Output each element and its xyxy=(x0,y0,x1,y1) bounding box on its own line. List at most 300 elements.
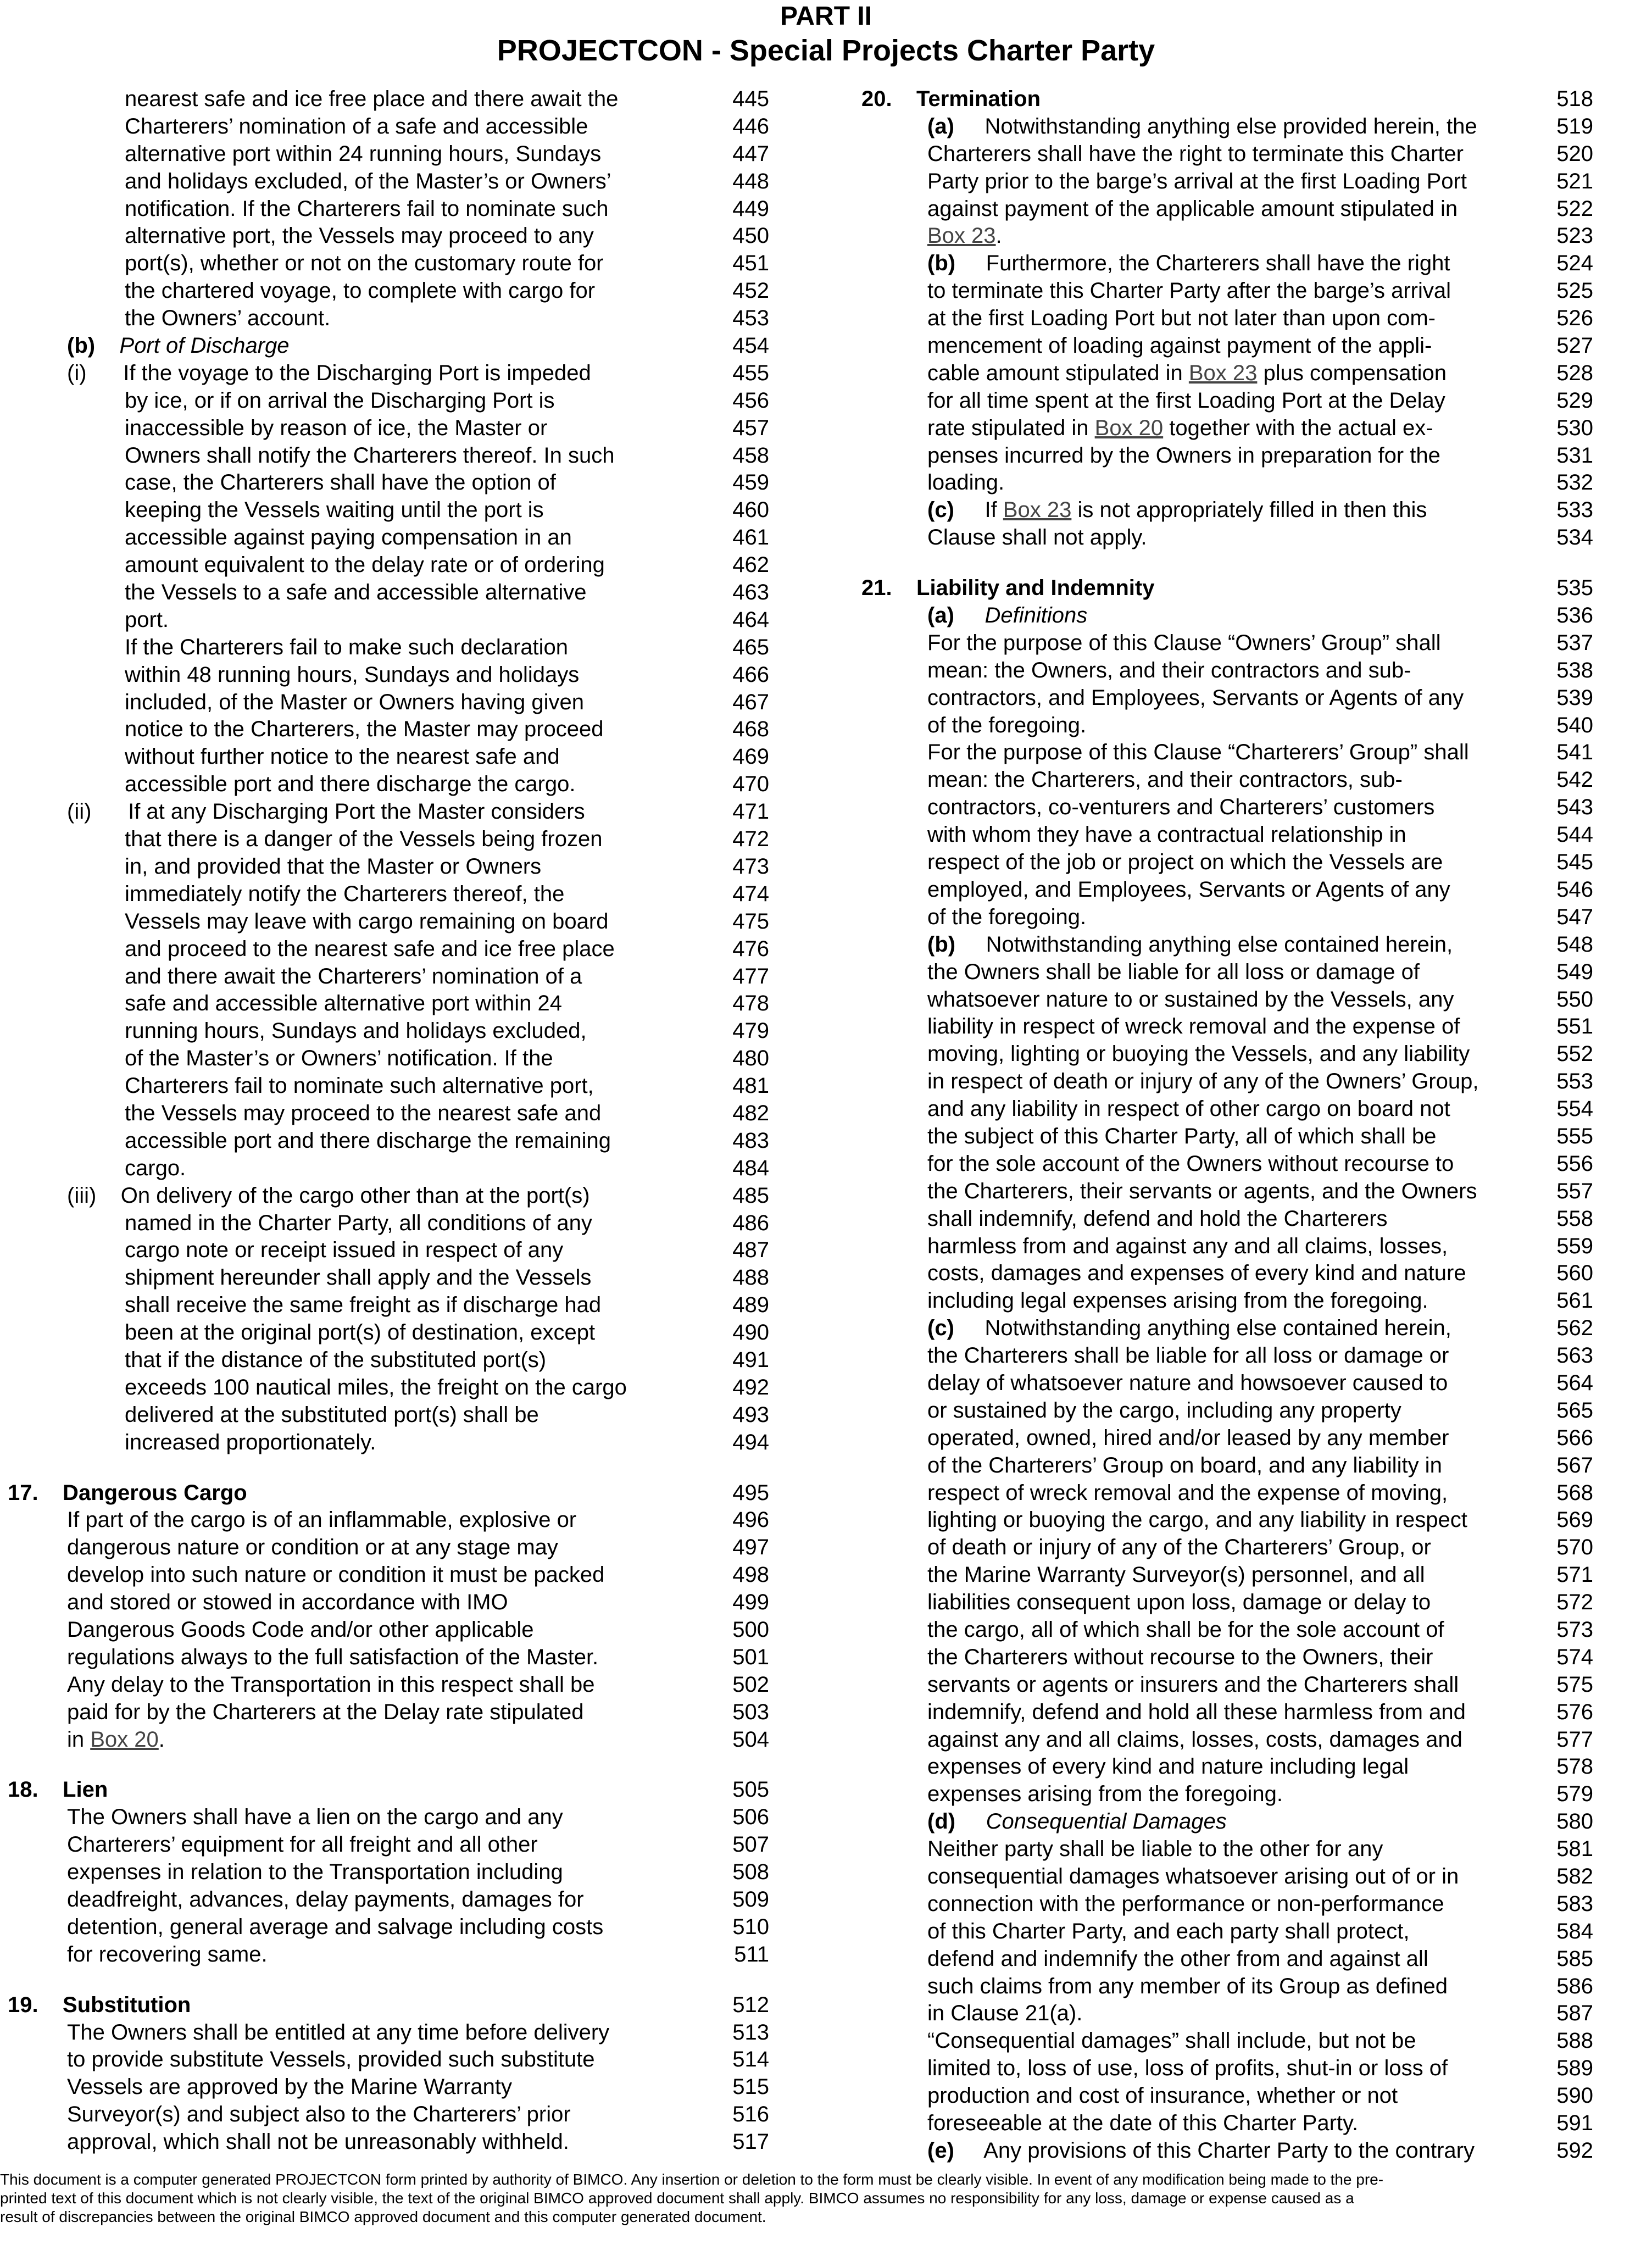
box-reference-link[interactable]: Box 23 xyxy=(1188,360,1258,385)
bold-text: (b) xyxy=(927,251,956,276)
line-number: 555 xyxy=(1556,1124,1593,1148)
text-run: Notwithstanding anything else provided herein, the xyxy=(954,114,1477,138)
line-number: 556 xyxy=(1556,1151,1593,1176)
document-title: PROJECTCON - Special Projects Charter Party xyxy=(497,34,1155,67)
line-text xyxy=(125,1429,376,1457)
text-run: of the Charterers’ Group on board, and any liability in xyxy=(927,1453,1442,1477)
text-line xyxy=(852,986,1593,1014)
text-line xyxy=(0,113,769,141)
line-text xyxy=(125,442,615,470)
line-number: 584 xyxy=(1556,1919,1593,1943)
line-text xyxy=(861,575,1154,602)
line-number: 496 xyxy=(732,1508,769,1532)
line-text xyxy=(125,1073,594,1100)
text-run: the Marine Warranty Surveyor(s) personnel, and all xyxy=(927,1563,1425,1587)
text-line xyxy=(0,1374,769,1402)
line-number: 457 xyxy=(732,415,769,440)
text-run: shall indemnify, defend and hold the Charterers xyxy=(927,1206,1388,1231)
text-line xyxy=(852,113,1593,141)
text-run: the chartered voyage, to complete with cargo for xyxy=(125,279,596,303)
text-run: the Vessels may proceed to the nearest safe and xyxy=(125,1101,602,1125)
line-text xyxy=(927,1863,1459,1891)
line-number: 465 xyxy=(732,635,769,659)
line-text xyxy=(927,931,1453,959)
text-run: contractors, co-venturers and Charterers’ customers xyxy=(927,795,1435,820)
text-line xyxy=(0,743,769,771)
box-reference-link[interactable]: Box 23 xyxy=(1003,498,1072,523)
text-run: against any and all claims, losses, costs, damages and xyxy=(927,1727,1462,1752)
line-text xyxy=(927,2055,1448,2082)
text-run: foreseeable at the date of this Charter Party. xyxy=(927,2111,1359,2136)
line-text xyxy=(67,1914,603,1941)
text-run: safe and accessible alternative port within 24 xyxy=(125,991,563,1016)
text-run: Charterers’ equipment for all freight and all other xyxy=(67,1832,538,1857)
text-line xyxy=(0,1507,769,1534)
clause-spacer xyxy=(0,1753,769,1776)
text-run: rate stipulated in xyxy=(927,415,1095,440)
line-text xyxy=(927,821,1406,849)
line-text xyxy=(67,2129,569,2156)
line-text xyxy=(125,552,605,579)
text-line xyxy=(852,1699,1593,1726)
text-run: indemnify, defend and hold all these harmless from and xyxy=(927,1699,1466,1724)
text-run: of this Charter Party, and each party shall protect, xyxy=(927,1919,1410,1943)
line-text xyxy=(125,881,564,908)
bold-text: (b) xyxy=(927,932,956,957)
line-number: 570 xyxy=(1556,1535,1593,1560)
text-run: Furthermore, the Charterers shall have the right xyxy=(955,251,1450,276)
line-number: 563 xyxy=(1556,1343,1593,1368)
line-number: 487 xyxy=(732,1238,769,1263)
text-line xyxy=(852,250,1593,277)
text-line xyxy=(0,250,769,277)
line-text xyxy=(927,602,1087,630)
line-number: 497 xyxy=(732,1535,769,1560)
line-text xyxy=(927,1287,1428,1315)
line-text xyxy=(927,1973,1448,2001)
footer-line: This document is a computer generated PROJECTCON form printed by authority of BIMCO. Any insertion or deletion to the form must be clearly visible. In event of any modification being made to the pre- xyxy=(0,2171,1384,2188)
text-run: Notwithstanding anything else contained herein, xyxy=(955,932,1453,957)
line-text xyxy=(927,1753,1409,1781)
text-line xyxy=(852,1096,1593,1123)
text-run: Vessels may leave with cargo remaining on board xyxy=(125,909,609,934)
line-number: 489 xyxy=(732,1293,769,1318)
line-number: 463 xyxy=(732,580,769,605)
text-line xyxy=(852,1233,1593,1260)
right-column xyxy=(852,86,1593,2165)
line-text xyxy=(927,1123,1436,1151)
text-run: the Charterers shall be liable for all loss or damage or xyxy=(927,1343,1449,1368)
line-number: 486 xyxy=(732,1210,769,1235)
line-number: 491 xyxy=(732,1347,769,1372)
line-text xyxy=(927,739,1469,766)
line-number: 501 xyxy=(732,1645,769,1669)
line-text xyxy=(125,113,588,141)
text-line xyxy=(852,1946,1593,1973)
line-text xyxy=(927,1315,1451,1342)
text-line xyxy=(0,936,769,963)
line-text xyxy=(927,2000,1082,2027)
line-text xyxy=(125,936,615,963)
line-text xyxy=(125,1210,592,1237)
line-number: 502 xyxy=(732,1672,769,1697)
line-text xyxy=(125,908,608,936)
line-text xyxy=(125,1347,546,1374)
text-run: immediately notify the Charterers thereof, the xyxy=(125,881,565,906)
text-run: limited to, loss of use, loss of profits, shut-in or loss of xyxy=(927,2056,1448,2081)
text-run: detention, general average and salvage including costs xyxy=(67,1914,604,1939)
text-line xyxy=(852,277,1593,305)
text-run xyxy=(954,603,985,627)
line-number: 571 xyxy=(1556,1563,1593,1587)
line-text xyxy=(927,1836,1383,1863)
text-run: The Owners shall have a lien on the cargo and any xyxy=(67,1805,563,1830)
line-number: 468 xyxy=(732,717,769,742)
line-text xyxy=(927,415,1433,442)
line-number: 485 xyxy=(732,1183,769,1208)
text-run: costs, damages and expenses of every kind and nature xyxy=(927,1261,1466,1286)
text-line xyxy=(852,1342,1593,1370)
italic-text: Consequential Damages xyxy=(986,1809,1227,1834)
line-number: 448 xyxy=(732,169,769,193)
line-number: 567 xyxy=(1556,1453,1593,1477)
text-line xyxy=(0,360,769,387)
line-number: 554 xyxy=(1556,1097,1593,1121)
text-line xyxy=(0,1210,769,1237)
line-number: 494 xyxy=(732,1430,769,1454)
line-text xyxy=(67,332,290,360)
line-text xyxy=(67,1886,584,1914)
text-line xyxy=(0,716,769,743)
text-run: plus compensation xyxy=(1257,360,1447,385)
text-line xyxy=(852,1644,1593,1671)
line-number: 575 xyxy=(1556,1672,1593,1697)
text-run: named in the Charter Party, all conditions of any xyxy=(125,1210,592,1235)
text-run: increased proportionately. xyxy=(125,1430,376,1454)
text-run: deadfreight, advances, delay payments, damages for xyxy=(67,1887,584,1912)
line-text xyxy=(927,1013,1460,1041)
line-number: 533 xyxy=(1556,498,1593,523)
line-number: 566 xyxy=(1556,1425,1593,1450)
line-text xyxy=(67,1507,576,1534)
line-number: 524 xyxy=(1556,251,1593,276)
line-number: 590 xyxy=(1556,2084,1593,2108)
text-line xyxy=(852,876,1593,904)
line-text xyxy=(927,1178,1477,1205)
text-line xyxy=(0,1699,769,1726)
line-text xyxy=(927,277,1451,305)
line-text xyxy=(927,1781,1283,1808)
text-line xyxy=(0,1127,769,1155)
text-run: port. xyxy=(125,607,169,632)
line-text xyxy=(927,2137,1475,2165)
line-text xyxy=(67,360,591,387)
text-run: Neither party shall be liable to the other for any xyxy=(927,1837,1383,1862)
line-text xyxy=(125,1155,186,1182)
text-run: Charterers shall have the right to terminate this Charter xyxy=(927,141,1464,166)
text-run: the Owners’ account. xyxy=(125,306,331,331)
line-number: 495 xyxy=(732,1480,769,1505)
text-run: notification. If the Charterers fail to nominate such xyxy=(125,196,609,221)
line-number: 478 xyxy=(732,991,769,1016)
text-run: delivered at the substituted port(s) shall be xyxy=(125,1402,539,1427)
line-number: 456 xyxy=(732,388,769,413)
text-line xyxy=(852,1534,1593,1562)
line-text xyxy=(927,685,1464,712)
text-line xyxy=(0,1534,769,1562)
bold-text: 19. Substitution xyxy=(8,1992,191,2017)
text-run: Charterers’ nomination of a safe and accessible xyxy=(125,114,588,138)
line-text xyxy=(927,168,1467,196)
line-number: 490 xyxy=(732,1320,769,1345)
line-text xyxy=(927,1726,1462,1754)
text-run: For the purpose of this Clause “Owners’ Group” shall xyxy=(927,630,1441,655)
box-reference-link[interactable]: Box 20 xyxy=(90,1727,159,1752)
text-line xyxy=(852,1123,1593,1151)
line-number: 447 xyxy=(732,141,769,166)
line-text xyxy=(8,1480,247,1507)
text-line xyxy=(0,1402,769,1429)
bold-text: (e) xyxy=(927,2138,954,2163)
text-line xyxy=(0,332,769,360)
text-line xyxy=(852,360,1593,387)
line-text xyxy=(927,1562,1425,1589)
text-line xyxy=(852,1753,1593,1781)
line-text xyxy=(927,1507,1467,1534)
line-number: 461 xyxy=(732,525,769,550)
text-line xyxy=(0,1480,769,1507)
line-number: 530 xyxy=(1556,415,1593,440)
text-run: approval, which shall not be unreasonably withheld. xyxy=(67,2130,569,2154)
text-run: with whom they have a contractual relationship in xyxy=(927,823,1406,847)
line-text xyxy=(927,630,1440,657)
text-line xyxy=(0,908,769,936)
line-text xyxy=(67,1726,165,1754)
text-run: If the Charterers fail to make such declaration xyxy=(125,635,569,659)
line-text xyxy=(67,1941,268,1969)
text-line xyxy=(0,1644,769,1671)
line-number: 512 xyxy=(732,1992,769,2017)
line-text xyxy=(927,1534,1431,1562)
line-text xyxy=(125,415,547,442)
line-text xyxy=(927,223,1002,250)
text-run: (iii) On delivery of the cargo other than at the port(s) xyxy=(67,1183,590,1208)
line-text xyxy=(927,1918,1409,1946)
text-line xyxy=(852,1287,1593,1315)
text-run: For the purpose of this Clause “Charterers’ Group” shall xyxy=(927,740,1469,765)
line-number: 523 xyxy=(1556,224,1593,248)
line-text xyxy=(927,657,1411,685)
text-run: Any delay to the Transportation in this respect shall be xyxy=(67,1672,595,1697)
text-run: without further notice to the nearest safe and xyxy=(125,745,560,769)
line-text xyxy=(67,1616,533,1644)
text-line xyxy=(0,963,769,991)
text-line xyxy=(0,305,769,332)
line-text xyxy=(927,1425,1449,1452)
text-line xyxy=(0,662,769,689)
text-line xyxy=(0,1992,769,2019)
text-line xyxy=(0,1941,769,1969)
text-line xyxy=(0,196,769,223)
text-run: the Charterers without recourse to the Owners, their xyxy=(927,1645,1433,1669)
text-line xyxy=(852,1891,1593,1918)
text-run: liability in respect of wreck removal and the expense of xyxy=(927,1014,1460,1039)
part-label: PART II xyxy=(780,2,872,31)
line-text xyxy=(927,1233,1448,1260)
text-line xyxy=(0,2046,769,2074)
line-text xyxy=(125,277,595,305)
bold-text: (d) xyxy=(927,1809,956,1834)
bold-text: (c) xyxy=(927,1316,954,1341)
line-text xyxy=(927,1452,1442,1480)
text-run: to terminate this Charter Party after the barge’s arrival xyxy=(927,279,1451,303)
text-line xyxy=(0,1776,769,1804)
text-run: in, and provided that the Master or Owners xyxy=(125,854,542,879)
text-run: accessible port and there discharge the remaining xyxy=(125,1128,611,1153)
text-run: “Consequential damages” shall include, but not be xyxy=(927,2029,1416,2053)
bold-text: (c) xyxy=(927,498,954,523)
box-reference-link[interactable]: Box 20 xyxy=(1094,415,1164,440)
line-text xyxy=(67,1699,584,1726)
text-line xyxy=(0,497,769,524)
text-line xyxy=(852,1205,1593,1233)
line-text xyxy=(927,1370,1448,1397)
line-number: 526 xyxy=(1556,306,1593,331)
text-run: employed, and Employees, Servants or Agents of any xyxy=(927,877,1450,902)
text-run: at the first Loading Port but not later than upon com- xyxy=(927,306,1436,331)
text-run: together with the actual ex- xyxy=(1163,415,1433,440)
text-line xyxy=(852,1013,1593,1041)
text-line xyxy=(852,1726,1593,1754)
line-text xyxy=(125,1264,591,1292)
text-line xyxy=(0,771,769,798)
line-text xyxy=(927,1699,1466,1726)
box-reference-link[interactable]: Box 23 xyxy=(927,224,996,248)
text-line xyxy=(0,1589,769,1616)
text-run: port(s), whether or not on the customary route for xyxy=(125,251,604,276)
line-text xyxy=(125,771,576,798)
text-line xyxy=(0,387,769,415)
line-text xyxy=(927,305,1436,332)
text-line xyxy=(852,575,1593,602)
text-line xyxy=(0,141,769,168)
line-number: 474 xyxy=(732,881,769,906)
line-text xyxy=(125,826,602,853)
text-run: been at the original port(s) of destination, except xyxy=(125,1320,596,1345)
text-run: expenses of every kind and nature including legal xyxy=(927,1754,1409,1779)
line-number: 446 xyxy=(732,114,769,138)
text-line xyxy=(0,1319,769,1347)
line-number: 558 xyxy=(1556,1206,1593,1231)
text-line xyxy=(852,657,1593,685)
text-run: is not appropriately filled in then this xyxy=(1071,498,1427,523)
text-line xyxy=(0,798,769,826)
line-number: 565 xyxy=(1556,1398,1593,1423)
text-run: moving, lighting or buoying the Vessels, and any liability xyxy=(927,1042,1470,1066)
line-text xyxy=(125,1045,553,1073)
line-text xyxy=(8,1776,108,1804)
line-number: 471 xyxy=(732,799,769,824)
text-line xyxy=(0,1726,769,1754)
line-text xyxy=(125,1237,563,1264)
text-run: consequential damages whatsoever arising out of or in xyxy=(927,1864,1459,1888)
text-line xyxy=(852,1863,1593,1891)
text-run: keeping the Vessels waiting until the port is xyxy=(125,498,544,523)
line-number: 488 xyxy=(732,1265,769,1290)
text-run: the Vessels to a safe and accessible alternative xyxy=(125,580,587,605)
line-number: 451 xyxy=(732,251,769,276)
line-text xyxy=(125,305,330,332)
line-number: 466 xyxy=(732,662,769,687)
page-header xyxy=(0,0,1652,68)
line-number: 561 xyxy=(1556,1288,1593,1313)
text-line xyxy=(852,1452,1593,1480)
line-number: 452 xyxy=(732,279,769,303)
text-line xyxy=(852,1315,1593,1342)
line-number: 507 xyxy=(732,1832,769,1857)
text-run: of the Master’s or Owners’ notification. If the xyxy=(125,1046,553,1071)
text-run: Dangerous Goods Code and/or other applicable xyxy=(67,1617,534,1642)
text-run: accessible against paying compensation in an xyxy=(125,525,572,550)
text-line xyxy=(852,739,1593,766)
line-text xyxy=(125,387,555,415)
line-number: 536 xyxy=(1556,603,1593,628)
line-number: 473 xyxy=(732,854,769,879)
line-number: 541 xyxy=(1556,740,1593,765)
text-line xyxy=(852,524,1593,552)
line-number: 562 xyxy=(1556,1316,1593,1341)
text-line xyxy=(0,2074,769,2101)
text-run: connection with the performance or non-performance xyxy=(927,1891,1444,1916)
text-run: and any liability in respect of other cargo on board not xyxy=(927,1097,1450,1121)
line-number: 574 xyxy=(1556,1645,1593,1669)
line-number: 467 xyxy=(732,690,769,714)
line-number: 548 xyxy=(1556,932,1593,957)
line-number: 583 xyxy=(1556,1891,1593,1916)
line-number: 585 xyxy=(1556,1946,1593,1971)
text-run: nearest safe and ice free place and there await the xyxy=(125,87,619,111)
line-text xyxy=(125,990,562,1018)
text-run: . xyxy=(158,1727,165,1752)
text-line xyxy=(0,415,769,442)
text-line xyxy=(0,1859,769,1886)
text-line xyxy=(0,1018,769,1045)
line-number: 582 xyxy=(1556,1864,1593,1888)
text-line xyxy=(852,1836,1593,1863)
line-number: 513 xyxy=(732,2020,769,2045)
line-number: 528 xyxy=(1556,360,1593,385)
text-run: (i) If the voyage to the Discharging Port is impeded xyxy=(67,360,591,385)
text-run: of death or injury of any of the Charterers’ Group, or xyxy=(927,1535,1431,1560)
text-line xyxy=(852,1151,1593,1178)
line-number: 515 xyxy=(732,2075,769,2099)
line-text xyxy=(927,1151,1454,1178)
line-text xyxy=(927,876,1450,904)
line-text xyxy=(927,849,1443,876)
line-text xyxy=(125,853,541,881)
text-line xyxy=(852,959,1593,986)
line-number: 560 xyxy=(1556,1261,1593,1286)
text-run: by ice, or if on arrival the Discharging Port is xyxy=(125,388,555,413)
line-number: 529 xyxy=(1556,388,1593,413)
text-run: notice to the Charterers, the Master may proceed xyxy=(125,717,604,742)
text-line xyxy=(0,579,769,607)
line-text xyxy=(927,794,1434,821)
text-line xyxy=(0,277,769,305)
text-line xyxy=(0,2019,769,2047)
text-line xyxy=(0,634,769,662)
text-run: to provide substitute Vessels, provided such substitute xyxy=(67,2047,595,2072)
